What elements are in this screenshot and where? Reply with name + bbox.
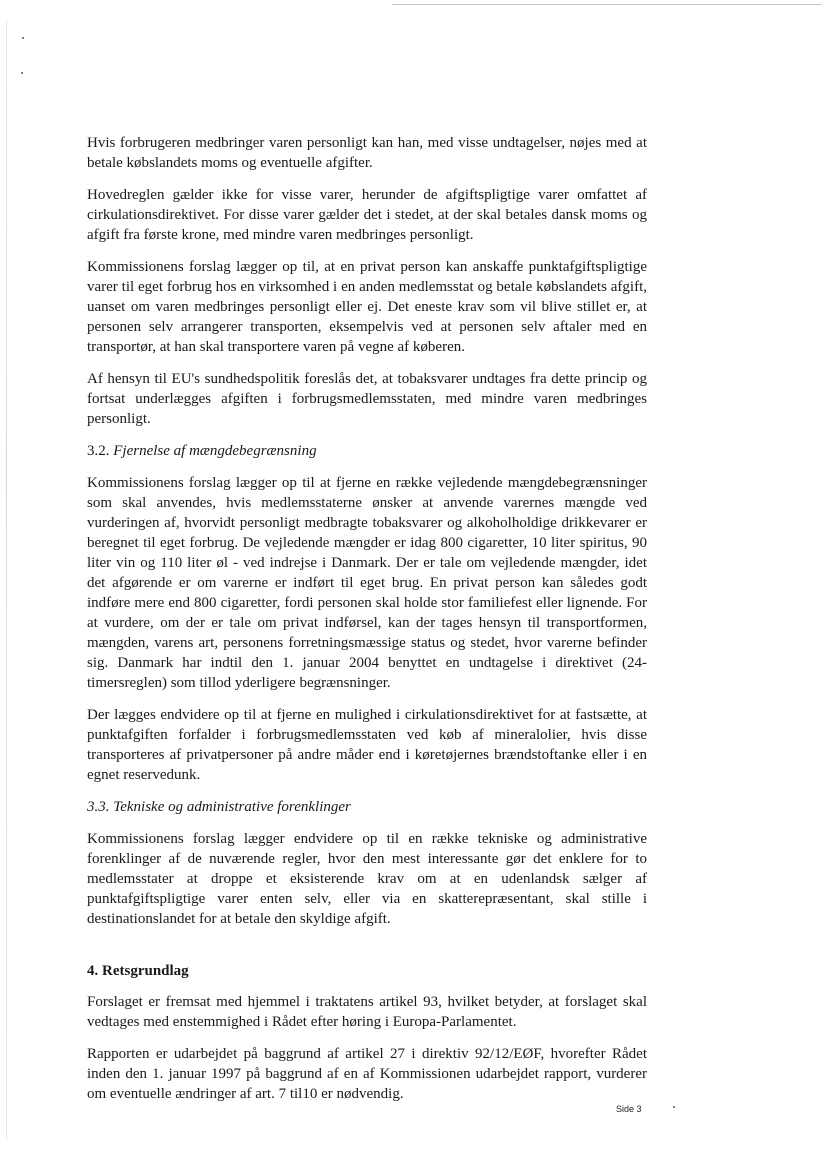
section-heading-legal-basis: 4. Retsgrundlag [87,963,189,979]
paragraph-report-basis: Rapporten er udarbejdet på baggrund af artikel 27 i direktiv 92/12/EØF, hvorefter Rådet inden den 1. januar 1997 på baggrund af en af Kommissionen udarbejdet rapport, vurderer om eventuelle ændringer af art. 7 til10 er nødvendig. [87,1046,647,1102]
scan-artifact-dot [673,1106,675,1108]
paragraph-main-rule: Hovedreglen gælder ikke for visse varer, herunder de afgiftspligtige varer omfattet af cirkulationsdirektivet. For disse varer gælder det i stedet, at der skal betales dansk moms og afgift fra første krone, med mindre varen medbringes personligt. [87,187,647,243]
scan-artifact-left-edge [6,20,7,1140]
document-body [87,133,647,1116]
scan-artifact-dot [21,72,23,74]
subheading-3-2-number: 3.2. [87,443,110,459]
paragraph-commission-proposal: Kommissionens forslag lægger op til, at en privat person kan anskaffe punktafgiftspligtige varer til eget forbrug hos en virksomhed i en anden medlemsstat og betale købslandets afgift, uanset om varen medbringes personligt eller ej. Det eneste krav som vil blive stillet er, at personen selv arrangerer transporten, eksempelvis ved at personen selv aftaler med en transportør, at han skal transportere varen på vegne af køberen. [87,259,647,355]
paragraph-mineral-oils: Der lægges endvidere op til at fjerne en mulighed i cirkulationsdirektivet for at fastsætte, at punktafgiften forfalder i forbrugsmedlemsstaten ved køb af mineralolier, hvis disse transporteres af privatpersoner på andre måder end i køretøjernes brændstoftanke eller i en egnet reservedunk. [87,707,647,783]
paragraph-treaty-basis: Forslaget er fremsat med hjemmel i traktatens artikel 93, hvilket betyder, at forslaget skal vedtages med enstemmighed i Rådet efter høring i Europa-Parlamentet. [87,994,647,1030]
scan-artifact-top-line [392,4,822,5]
paragraph-tobacco-exception: Af hensyn til EU's sundhedspolitik foreslås det, at tobaksvarer undtages fra dette princip og fortsat underlægges afgiften i forbrugsmedlemsstaten, med mindre varen medbringes personligt. [87,371,647,427]
scan-artifact-dot [22,37,24,39]
subheading-3-2 [87,441,647,461]
paragraph-quantity-limits: Kommissionens forslag lægger op til at fjerne en række vejledende mængdebegrænsninger som skal anvendes, hvis medlemsstaterne ønsker at anvende varernes mængde ved vurderingen af, hvorvidt personligt medbragte tobaksvarer og alkoholholdige drikkevarer er beregnet til eget forbrug. De vejledende mængder er idag 800 cigaretter, 10 liter spiritus, 90 liter vin og 110 liter øl - ved indrejse i Danmark. Der er tale om vejledende mængder, idet det afgørende er om varerne er indført til eget brug. En privat person kan således godt indføre mere end 800 cigaretter, fordi personen skal holde stor familiefest eller lignende. For at vurdere, om der er tale om privat indførsel, kan der tages hensyn til transportformen, mængden, varens art, personens forretningsmæssige status og stedet, hvor varerne befinder sig. Danmark har indtil den 1. januar 2004 benyttet en undtagelse i direktivet (24-timersreglen) som tillod yderligere begrænsninger. [87,475,647,691]
subheading-3-2-title: Fjernelse af mængdebegrænsning [113,443,317,459]
paragraph-simplifications: Kommissionens forslag lægger endvidere op til en række tekniske og administrative forenklinger af de nuværende regler, hvor den mest interessante gør det enklere for to medlemsstater at droppe et eksisterende krav om at en udenlandsk sælger af punktafgiftspligtige varer enten selv, eller via en skatterepræsentant, skal stille i destinationslandet for at betale den skyldige afgift. [87,831,647,927]
subheading-3-3: 3.3. Tekniske og administrative forenklinger [87,799,351,815]
paragraph-personal-import: Hvis forbrugeren medbringer varen personligt kan han, med visse undtagelser, nøjes med at betale købslandets moms og eventuelle afgifter. [87,135,647,171]
page-number: Side 3 [616,1104,642,1114]
